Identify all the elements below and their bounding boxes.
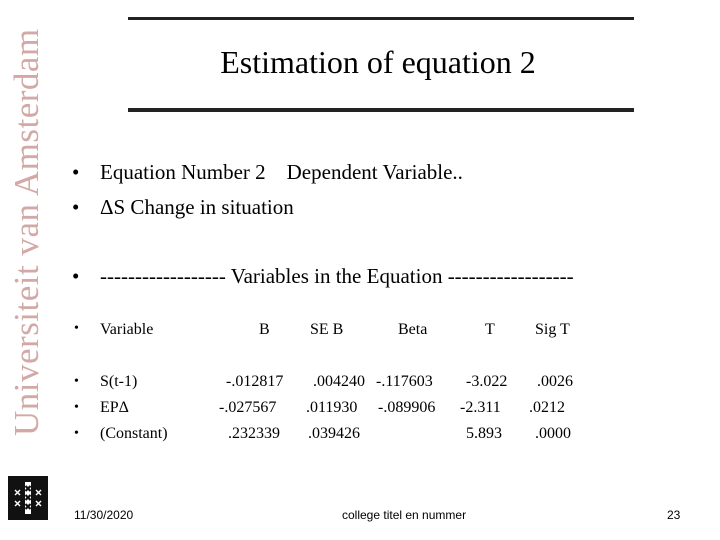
row-variable: EPΔ (100, 399, 129, 416)
bullet-text: ------------------ Variables in the Equation ------------------ (100, 264, 574, 288)
bullet-mark: • (72, 195, 80, 219)
bullet-mark: • (74, 400, 79, 415)
bullet-mark: • (72, 160, 80, 184)
bullet-mark: • (74, 374, 79, 389)
row-b: -.012817 (226, 373, 284, 390)
bullet-equation (72, 160, 463, 185)
university-sidebar (0, 0, 54, 540)
bullet-mark: • (72, 264, 80, 288)
footer-course-title: college titel en nummer (342, 508, 467, 522)
header-variable: Variable (100, 321, 154, 338)
row-beta: -.117603 (376, 373, 433, 390)
header-t: T (485, 321, 495, 338)
row-t: -2.311 (460, 399, 501, 416)
footer-date: 11/30/2020 (74, 508, 134, 522)
footer-page-number: 23 (667, 508, 681, 522)
bullet-variables-header (72, 264, 574, 289)
row-t: -3.022 (466, 373, 508, 390)
row-b: .232339 (228, 425, 280, 442)
title-rule-top (128, 17, 634, 20)
slide-title: Estimation of equation 2 (220, 44, 536, 80)
bullet-text: Equation Number 2 Dependent Variable.. (100, 160, 463, 184)
row-sig-t: .0026 (537, 373, 573, 390)
row-variable: (Constant) (100, 425, 168, 442)
title-rule-bottom (128, 108, 634, 112)
university-logo-icon (8, 476, 48, 520)
header-b: B (259, 321, 270, 338)
header-beta: Beta (398, 321, 428, 338)
university-name: Universiteit van Amsterdam (7, 28, 46, 436)
row-se-b: .039426 (308, 425, 360, 442)
row-se-b: .004240 (313, 373, 365, 390)
row-se-b: .011930 (306, 399, 358, 416)
row-t: 5.893 (466, 425, 502, 442)
row-sig-t: .0000 (535, 425, 571, 442)
header-se-b: SE B (310, 321, 344, 338)
row-b: -.027567 (219, 399, 277, 416)
bullet-text: ΔS Change in situation (100, 195, 294, 219)
header-sig-t: Sig T (535, 321, 570, 338)
row-beta: -.089906 (378, 399, 436, 416)
row-variable: S(t-1) (100, 373, 138, 390)
bullet-change (72, 195, 294, 220)
bullet-mark: • (74, 321, 79, 336)
row-sig-t: .0212 (529, 399, 565, 416)
bullet-mark: • (74, 426, 79, 441)
